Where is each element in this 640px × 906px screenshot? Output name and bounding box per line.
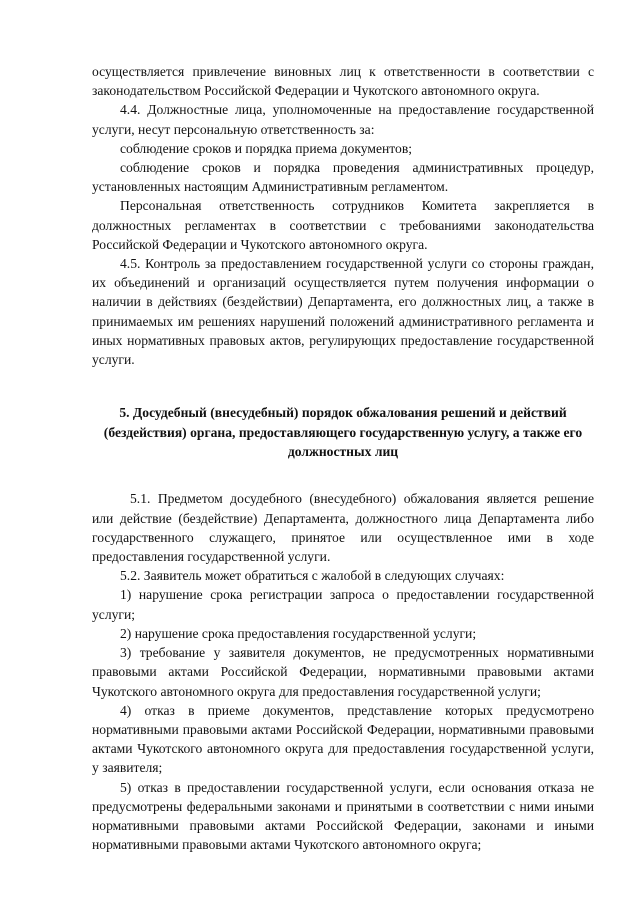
paragraph-4-5: 4.5. Контроль за предоставлением государственной услуги со стороны граждан, их объединений и организаций осуществляется путем получения информации о наличии в действиях (бездействии) Департамента, его должностных лиц, а также в принимаемых им решениях нарушений положений административного регламента и иных нормативных правовых актов, регулирующих предоставление государственной услуги. xyxy=(92,256,594,368)
list-item-1: 1) нарушение срока регистрации запроса о предоставлении государственной услуги; xyxy=(92,587,594,622)
section-5-title: 5. Досудебный (внесудебный) порядок обжалования решений и действий (бездействия) органа, предоставляющего государственную услугу, а также его должностных лиц xyxy=(103,405,583,460)
paragraph-personal-responsibility: Персональная ответственность сотрудников Комитета закрепляется в должностных регламентах в соответствии с требованиями законодательства Российской Федерации и Чукотского автономного округа. xyxy=(92,198,594,252)
document-page xyxy=(92,62,594,854)
paragraph-deadline-procedures: соблюдение сроков и порядка проведения административных процедур, установленных настоящим Административным регламентом. xyxy=(92,160,594,195)
list-item-5: 5) отказ в предоставлении государственной услуги, если основания отказа не предусмотрены федеральными законами и принятыми в соответствии с ними иными нормативными правовыми актами Российской Федерации, законами и иными нормативными правовыми актами Чукотского автономного округа; xyxy=(92,779,594,853)
paragraph-5-2: 5.2. Заявитель может обратиться с жалобой в следующих случаях: xyxy=(120,568,505,584)
list-item-2: 2) нарушение срока предоставления государственной услуги; xyxy=(120,625,477,641)
list-item-4: 4) отказ в приеме документов, представление которых предусмотрено нормативными правовыми актами Российской Федерации, нормативными правовыми актами Чукотского автономного округа для предоставления государственной услуги, у заявителя; xyxy=(92,702,594,776)
paragraph-5-1: 5.1. Предметом досудебного (внесудебного) обжалования является решение или действие (бездействие) Департамента, должностного лица Департамента либо государственного служащего, принятое или осуществленное ими в ходе предоставления государственной услуги. xyxy=(92,491,594,565)
paragraph-liability-continuation: осуществляется привлечение виновных лиц к ответственности в соответствии с законодательством Российской Федерации и Чукотского автономного округа. xyxy=(92,64,594,99)
paragraph-4-4: 4.4. Должностные лица, уполномоченные на предоставление государственной услуги, несут персональную ответственность за: xyxy=(92,102,594,137)
paragraph-deadline-documents: соблюдение сроков и порядка приема документов; xyxy=(120,140,413,156)
list-item-3: 3) требование у заявителя документов, не предусмотренных нормативными правовыми актами Российской Федерации, нормативными правовыми актами Чукотского автономного округа для предоставления государственной услуги; xyxy=(92,645,594,699)
